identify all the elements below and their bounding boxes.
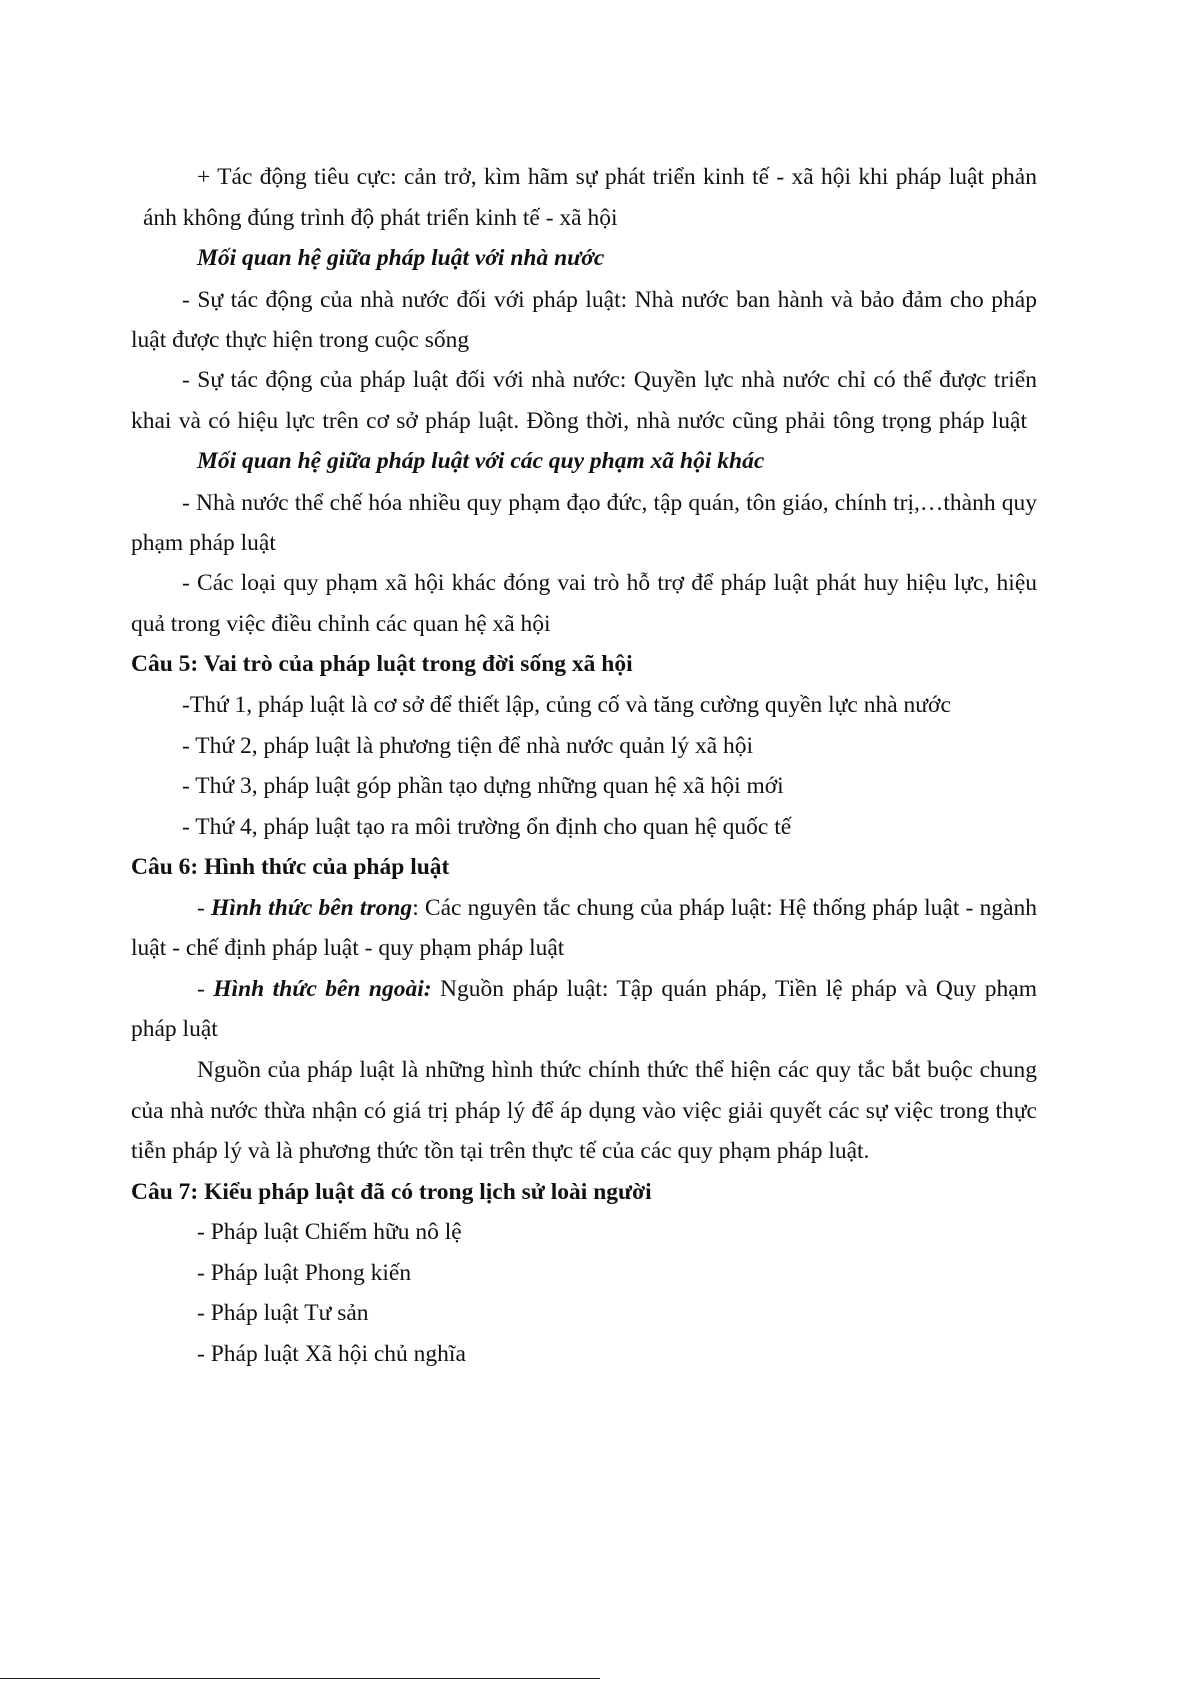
state-relation-p1-line-1: - Sự tác động của nhà nước đối với pháp luật: Nhà nước ban hành và bảo đảm cho pháp: [182, 287, 1037, 313]
q7-item-1: - Pháp luật Chiếm hữu nô lệ: [197, 1219, 462, 1245]
norms-relation-heading: Mối quan hệ giữa pháp luật với các quy phạm xã hội khác: [197, 448, 765, 474]
norms-relation-p1-line-2: phạm pháp luật: [131, 530, 276, 556]
q5-item-1: -Thứ 1, pháp luật là cơ sở để thiết lập, củng cố và tăng cường quyền lực nhà nước: [182, 692, 951, 718]
q6-inner-form-term: Hình thức bên trong: [211, 895, 413, 921]
q6-inner-form-line-2: luật - chế định pháp luật - quy phạm pháp luật: [131, 935, 565, 961]
state-relation-p2-line-2: khai và có hiệu lực trên cơ sở pháp luật. Đồng thời, nhà nước cũng phải tông trọng pháp luật: [131, 408, 1027, 434]
footer-divider: [0, 1678, 600, 1679]
q6-inner-form-line-1: - Hình thức bên trong: Các nguyên tắc chung của pháp luật: Hệ thống pháp luật - ngành: [197, 895, 1037, 921]
q7-item-4: - Pháp luật Xã hội chủ nghĩa: [197, 1341, 466, 1367]
norms-relation-p1-line-1: - Nhà nước thể chế hóa nhiều quy phạm đạo đức, tập quán, tôn giáo, chính trị,…thành quy: [182, 490, 1037, 516]
q7-item-3: - Pháp luật Tư sản: [197, 1300, 369, 1326]
norms-relation-p2-line-2: quả trong việc điều chỉnh các quan hệ xã hội: [131, 611, 551, 637]
q6-source-line-3: tiễn pháp lý và là phương thức tồn tại trên thực tế của các quy phạm pháp luật.: [131, 1138, 870, 1164]
state-relation-p1-line-2: luật được thực hiện trong cuộc sống: [131, 327, 470, 353]
q6-source-line-1: Nguồn của pháp luật là những hình thức chính thức thể hiện các quy tắc bắt buộc chung: [197, 1057, 1037, 1083]
q6-outer-form-line-2: pháp luật: [131, 1016, 218, 1042]
q6-inner-form-desc: : Các nguyên tắc chung của pháp luật: Hệ thống pháp luật - ngành: [412, 895, 1037, 921]
q6-outer-form-desc: Nguồn pháp luật: Tập quán pháp, Tiền lệ pháp và Quy phạm: [440, 976, 1038, 1002]
negative-effect-line-2: ánh không đúng trình độ phát triển kinh tế - xã hội: [143, 205, 618, 231]
q5-heading: Câu 5: Vai trò của pháp luật trong đời sống xã hội: [131, 651, 633, 677]
negative-effect-line-1: + Tác động tiêu cực: cản trở, kìm hãm sự phát triển kinh tế - xã hội khi pháp luật phản: [197, 164, 1037, 190]
state-relation-heading: Mối quan hệ giữa pháp luật với nhà nước: [197, 245, 605, 271]
norms-relation-p2-line-1: - Các loại quy phạm xã hội khác đóng vai trò hỗ trợ để pháp luật phát huy hiệu lực, hiệu: [182, 570, 1037, 596]
q6-outer-form-term: Hình thức bên ngoài:: [213, 976, 432, 1002]
q5-item-2: - Thứ 2, pháp luật là phương tiện để nhà nước quản lý xã hội: [182, 733, 754, 759]
q6-heading: Câu 6: Hình thức của pháp luật: [131, 854, 450, 880]
q7-item-2: - Pháp luật Phong kiến: [197, 1260, 412, 1286]
q7-heading: Câu 7: Kiểu pháp luật đã có trong lịch sử loài người: [131, 1179, 652, 1205]
q5-item-4: - Thứ 4, pháp luật tạo ra môi trường ổn định cho quan hệ quốc tế: [182, 814, 792, 840]
q6-source-line-2: của nhà nước thừa nhận có giá trị pháp lý để áp dụng vào việc giải quyết các sự việc trong thực: [131, 1098, 1037, 1124]
state-relation-p2-line-1: - Sự tác động của pháp luật đối với nhà nước: Quyền lực nhà nước chỉ có thể được triển: [182, 367, 1037, 393]
q6-outer-form-line-1: - Hình thức bên ngoài: Nguồn pháp luật: Tập quán pháp, Tiền lệ pháp và Quy phạm: [197, 976, 1038, 1002]
q5-item-3: - Thứ 3, pháp luật góp phần tạo dựng những quan hệ xã hội mới: [182, 773, 784, 799]
